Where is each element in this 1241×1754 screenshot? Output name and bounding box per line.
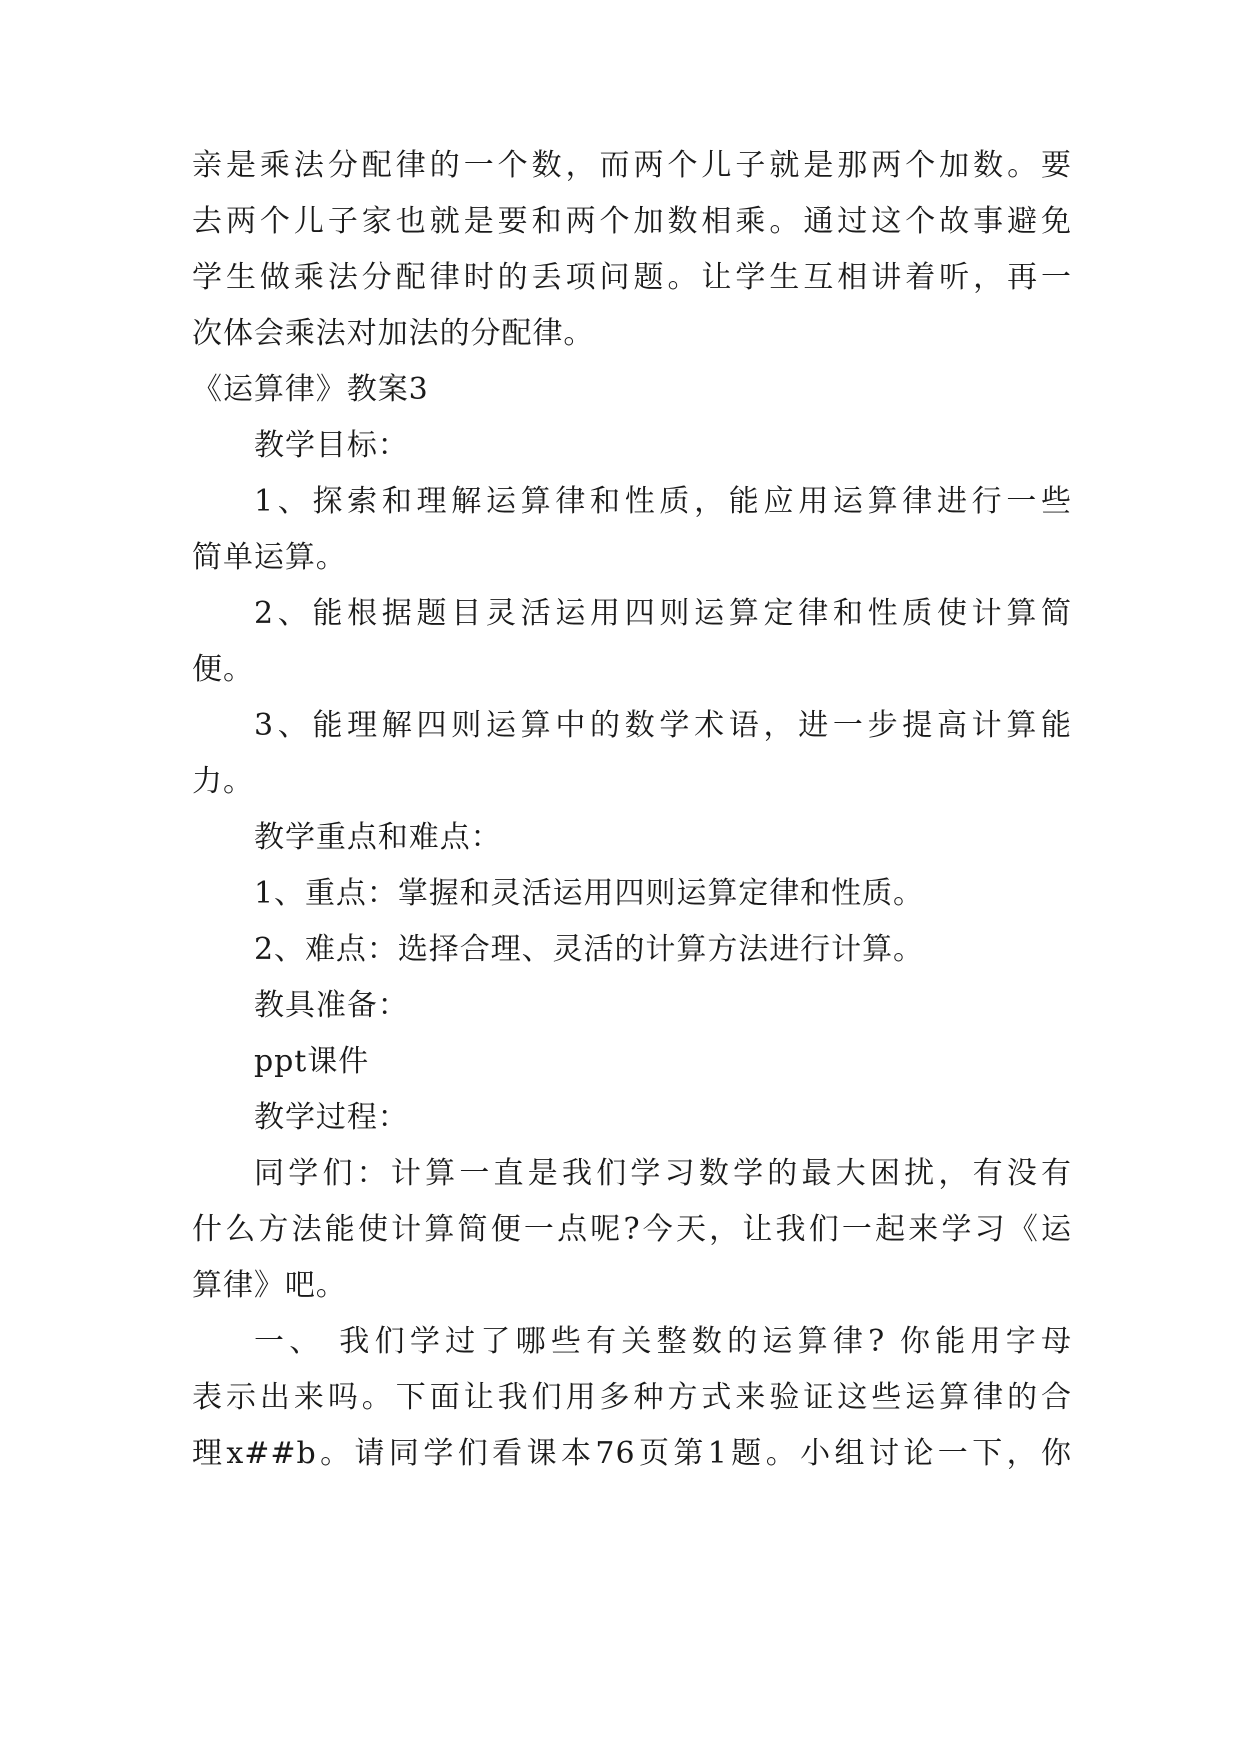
objective-line: 1、探索和理解运算律和性质，能应用运算律进行一些 — [254, 484, 1072, 519]
objective-line: 力。 — [192, 764, 254, 799]
paragraph-line: 一、 我们学过了哪些有关整数的运算律? 你能用字母 — [254, 1324, 1072, 1359]
tools-heading: 教具准备： — [254, 988, 409, 1023]
paragraph-line: 亲是乘法分配律的一个数，而两个儿子就是那两个加数。要 — [192, 148, 1072, 183]
paragraph-line: 算律》吧。 — [192, 1268, 347, 1303]
paragraph-line: 同学们：计算一直是我们学习数学的最大困扰，有没有 — [254, 1156, 1072, 1191]
paragraph-line: 学生做乘法分配律时的丢项问题。让学生互相讲着听，再一 — [192, 260, 1072, 295]
objective-line: 2、能根据题目灵活运用四则运算定律和性质使计算简 — [254, 596, 1072, 631]
paragraph-line: 表示出来吗。下面让我们用多种方式来验证这些运算律的合 — [192, 1380, 1072, 1415]
paragraph-line: 什么方法能使计算简便一点呢?今天，让我们一起来学习《运 — [192, 1212, 1072, 1247]
paragraph-line: 去两个儿子家也就是要和两个加数相乘。通过这个故事避免 — [192, 204, 1072, 239]
paragraph-line: 理x##b。请同学们看课本76页第1题。小组讨论一下，你 — [192, 1436, 1072, 1471]
objective-line: 简单运算。 — [192, 540, 347, 575]
objectives-heading: 教学目标： — [254, 428, 409, 463]
section-title: 《运算律》教案3 — [192, 372, 429, 407]
process-heading: 教学过程： — [254, 1100, 409, 1135]
keypoint-line: 2、难点：选择合理、灵活的计算方法进行计算。 — [254, 932, 924, 967]
keypoints-heading: 教学重点和难点： — [254, 820, 502, 855]
objective-line: 3、能理解四则运算中的数学术语，进一步提高计算能 — [254, 708, 1072, 743]
objective-line: 便。 — [192, 652, 254, 687]
keypoint-line: 1、重点：掌握和灵活运用四则运算定律和性质。 — [254, 876, 924, 911]
paragraph-line: 次体会乘法对加法的分配律。 — [192, 316, 595, 351]
tools-line: ppt课件 — [254, 1044, 370, 1079]
